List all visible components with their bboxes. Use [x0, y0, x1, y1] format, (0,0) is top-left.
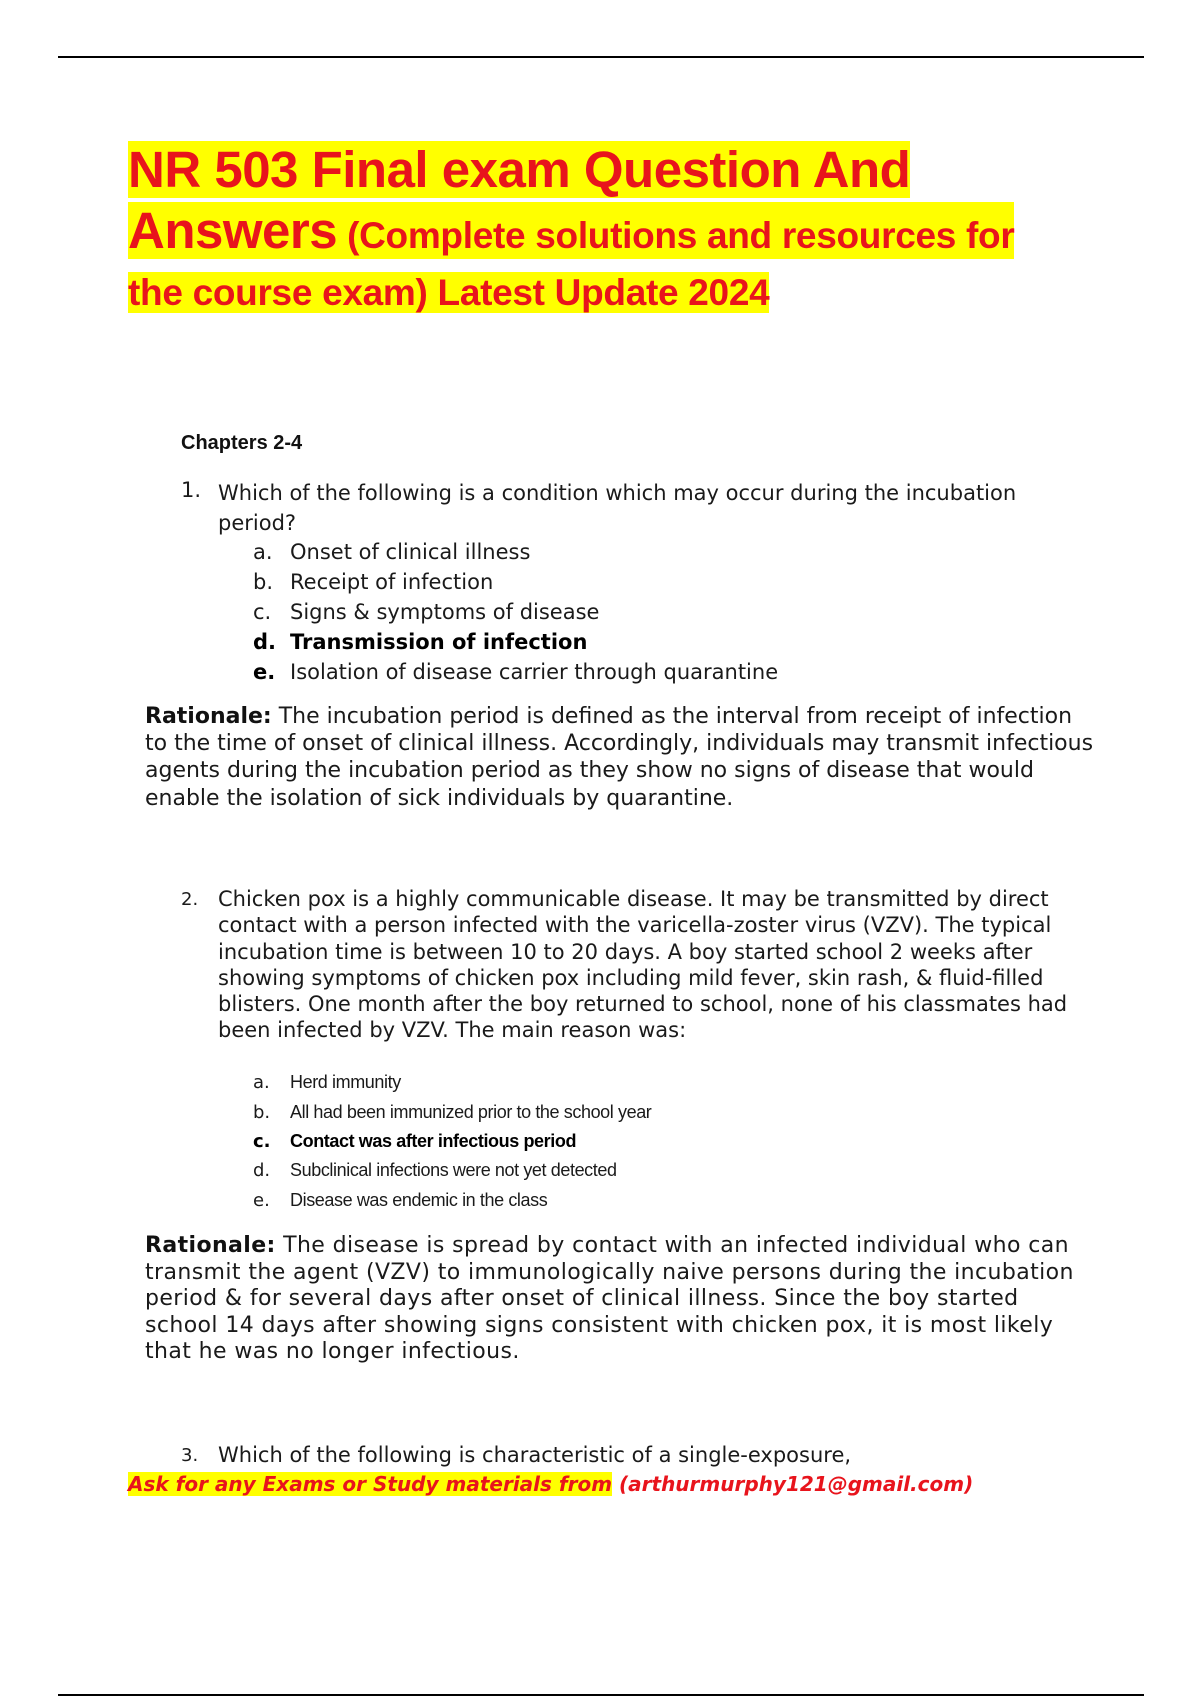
title-line-3: the course exam) Latest Update 2024 — [128, 272, 770, 313]
option-text: Receipt of infection — [290, 570, 494, 594]
option-label: a. — [253, 1072, 270, 1093]
title-line-2-small: (Complete solutions and resources for — [337, 215, 1015, 256]
option-label: a. — [253, 540, 273, 564]
option-text: Contact was after infectious period — [290, 1131, 577, 1151]
option-text: Herd immunity — [290, 1072, 401, 1092]
rationale-text: The disease is spread by contact with an infected individual who can transmit the agent (VZV) to immunologically naive persons during the incubation period & for several days after onset of clinical illness. Since the boy started school 14 days after showing signs consistent with chicken pox, it is most likely that he was no longer infectious. — [145, 1233, 1074, 1364]
option-text: Signs & symptoms of disease — [290, 600, 600, 624]
option-label: c. — [253, 600, 272, 624]
contact-footer — [128, 1472, 973, 1496]
document-title — [128, 140, 1088, 321]
option-label: b. — [253, 1102, 271, 1123]
question-text: Which of the following is characteristic of a single-exposure, — [218, 1443, 852, 1467]
bottom-rule — [58, 1694, 1144, 1696]
question-text: Chicken pox is a highly communicable disease. It may be transmitted by direct contact with a person infected with the varicella-zoster virus (VZV). The typical incubation time is between 10 to 20 days. A boy started school 2 weeks after showing symptoms of chicken pox including mild fever, skin rash, & fluid-filled blisters. One month after the boy returned to school, none of his classmates had been infected by VZV. The main reason was: — [218, 887, 1068, 1043]
option-text: Isolation of disease carrier through quarantine — [290, 660, 779, 684]
rationale-1 — [145, 703, 1095, 812]
chapter-heading: Chapters 2-4 — [181, 432, 303, 454]
option-label: e. — [253, 1190, 270, 1211]
question-text: Which of the following is a condition which may occur during the incubation period? — [218, 481, 1017, 535]
footer-email: (arthurmurphy121@gmail.com) — [612, 1472, 974, 1496]
option-text: Onset of clinical illness — [290, 540, 531, 564]
option-label: c. — [253, 1131, 271, 1152]
option-text: Subclinical infections were not yet detected — [290, 1160, 617, 1180]
question-number: 3. — [181, 1445, 199, 1466]
option-label: d. — [253, 630, 277, 654]
title-line-2-big: Answers — [128, 202, 338, 259]
option-text: Transmission of infection — [290, 630, 588, 654]
rationale-label: Rationale: — [145, 1233, 276, 1258]
title-line-1: NR 503 Final exam Question And — [128, 141, 911, 198]
top-rule — [58, 56, 1144, 58]
option-label: b. — [253, 570, 274, 594]
footer-ask-text: Ask for any Exams or Study materials from — [128, 1472, 613, 1496]
option-text: All had been immunized prior to the school year — [290, 1102, 652, 1122]
rationale-text: The incubation period is defined as the interval from receipt of infection to the time of onset of clinical illness. Accordingly, individuals may transmit infectious agents during the incubation period as they show no signs of disease that would enable the isolation of sick individuals by quarantine. — [145, 704, 1094, 811]
rationale-label: Rationale: — [145, 704, 272, 729]
rationale-2 — [145, 1233, 1095, 1366]
option-text: Disease was endemic in the class — [290, 1190, 548, 1210]
option-label: e. — [253, 660, 276, 684]
question-number: 2. — [181, 889, 199, 910]
option-label: d. — [253, 1160, 271, 1181]
question-number: 1. — [181, 478, 202, 502]
